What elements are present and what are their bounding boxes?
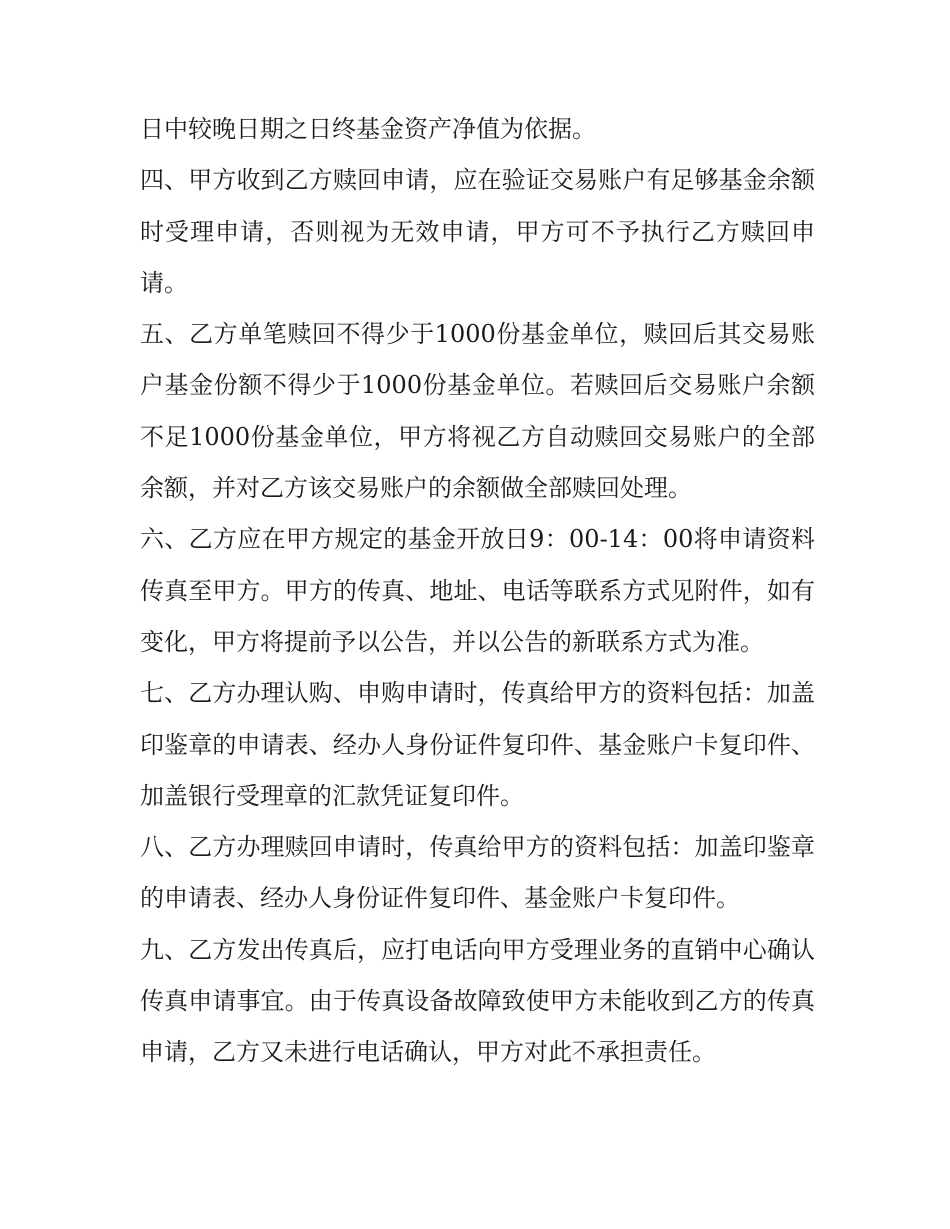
document-body [140,104,815,1079]
paragraph-clause-7: 七、乙方办理认购、申购申请时，传真给甲方的资料包括：加盖印鉴章的申请表、经办人身份证件复印件、基金账户卡复印件、加盖银行受理章的汇款凭证复印件。 [140,679,815,810]
paragraph-clause-5: 五、乙方单笔赎回不得少于1000份基金单位，赎回后其交易账户基金份额不得少于1000份基金单位。若赎回后交易账户余额不足1000份基金单位，甲方将视乙方自动赎回交易账户的全部余额，并对乙方该交易账户的余额做全部赎回处理。 [140,320,815,503]
paragraph-clause-4: 四、甲方收到乙方赎回申请，应在验证交易账户有足够基金余额时受理申请，否则视为无效申请，甲方可不予执行乙方赎回申请。 [140,166,815,297]
paragraph-clause-9: 九、乙方发出传真后，应打电话向甲方受理业务的直销中心确认传真申请事宜。由于传真设备故障致使甲方未能收到乙方的传真申请，乙方又未进行电话确认，甲方对此不承担责任。 [140,935,815,1067]
paragraph-clause-6: 六、乙方应在甲方规定的基金开放日9：00-14：00将申请资料传真至甲方。甲方的传真、地址、电话等联系方式见附件，如有变化，甲方将提前予以公告，并以公告的新联系方式为准。 [140,525,815,656]
paragraph-clause-8: 八、乙方办理赎回申请时，传真给甲方的资料包括：加盖印鉴章的申请表、经办人身份证件复印件、基金账户卡复印件。 [140,833,815,913]
paragraph-continuation: 日中较晚日期之日终基金资产净值为依据。 [140,115,596,143]
